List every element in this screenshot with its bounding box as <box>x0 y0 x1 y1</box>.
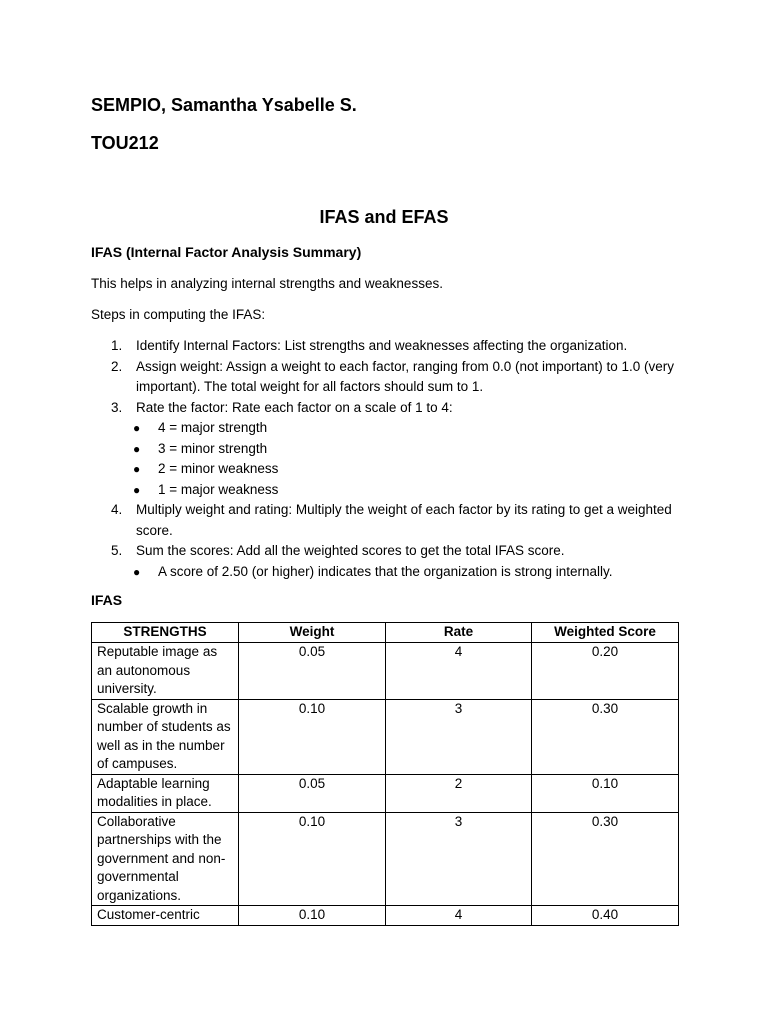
ifas-table <box>91 622 679 926</box>
column-header-weighted-score: Weighted Score <box>532 623 679 643</box>
table-row <box>92 812 679 906</box>
score-cell: 0.40 <box>532 906 679 926</box>
rate-cell: 4 <box>386 643 532 700</box>
bullet-icon: ● <box>133 564 141 579</box>
rating-text: 2 = minor weakness <box>158 461 279 476</box>
step-text: Multiply weight and rating: Multiply the weight of each factor by its rating to get a weighted score. <box>136 502 672 538</box>
author-name: SEMPIO, Samantha Ysabelle S. <box>91 95 357 115</box>
step-item <box>91 336 681 357</box>
ifas-table-label: IFAS <box>91 592 123 608</box>
score-note: A score of 2.50 (or higher) indicates that the organization is strong internally. <box>158 563 613 579</box>
column-header-weight: Weight <box>239 623 386 643</box>
rating-text: 1 = major weakness <box>158 481 279 497</box>
document-title: IFAS and EFAS <box>319 207 449 227</box>
score-cell: 0.10 <box>532 774 679 812</box>
rating-item <box>91 459 681 480</box>
step-number: 3. <box>111 399 123 415</box>
course-code: TOU212 <box>91 133 159 153</box>
rating-item <box>91 418 681 439</box>
rating-item <box>91 439 681 460</box>
step-item <box>91 500 681 541</box>
step-text: Identify Internal Factors: List strengths and weaknesses affecting the organization. <box>136 338 628 353</box>
rate-cell: 3 <box>386 699 532 774</box>
step-number: 1. <box>111 338 123 353</box>
steps-list <box>91 336 681 582</box>
table-row <box>92 643 679 700</box>
rating-text: 4 = major strength <box>158 420 268 435</box>
intro-paragraph: This helps in analyzing internal strengths and weaknesses. <box>91 276 443 291</box>
rate-cell: 3 <box>386 812 532 906</box>
factor-cell: Customer-centric <box>92 906 239 926</box>
weight-cell: 0.05 <box>239 774 386 812</box>
factor-cell: Reputable image as an autonomous university. <box>92 643 239 700</box>
bullet-icon: ● <box>133 441 141 456</box>
rating-item <box>91 480 681 501</box>
table-header-row <box>92 623 679 643</box>
factor-cell: Scalable growth in number of students as well as in the number of campuses. <box>92 699 239 774</box>
bullet-icon: ● <box>133 462 141 476</box>
column-header-rate: Rate <box>386 623 532 643</box>
table-row <box>92 906 679 926</box>
factor-cell: Collaborative partnerships with the government and non-governmental organizations. <box>92 812 239 906</box>
factor-cell: Adaptable learning modalities in place. <box>92 774 239 812</box>
step-item <box>91 541 681 562</box>
score-cell: 0.20 <box>532 643 679 700</box>
step-number: 5. <box>111 543 123 558</box>
table-row <box>92 699 679 774</box>
score-cell: 0.30 <box>532 699 679 774</box>
step-text: Sum the scores: Add all the weighted scores to get the total IFAS score. <box>136 543 565 558</box>
table-row <box>92 774 679 812</box>
step-text: Rate the factor: Rate each factor on a scale of 1 to 4: <box>136 399 453 415</box>
score-note-item <box>91 562 681 583</box>
bullet-icon: ● <box>133 482 141 497</box>
section-heading: IFAS (Internal Factor Analysis Summary) <box>91 244 362 260</box>
step-number: 2. <box>111 358 123 374</box>
rating-text: 3 = minor strength <box>158 440 268 456</box>
weight-cell: 0.10 <box>239 699 386 774</box>
step-item <box>91 357 681 398</box>
step-number: 4. <box>111 502 123 517</box>
rate-cell: 4 <box>386 906 532 926</box>
rate-cell: 2 <box>386 774 532 812</box>
steps-intro: Steps in computing the IFAS: <box>91 307 266 322</box>
step-text: Assign weight: Assign a weight to each factor, ranging from 0.0 (not important) to 1.0 (very important). The total weight for all factors should sum to 1. <box>136 358 675 394</box>
weight-cell: 0.05 <box>239 643 386 700</box>
weight-cell: 0.10 <box>239 906 386 926</box>
column-header-strengths: STRENGTHS <box>92 623 239 643</box>
score-cell: 0.30 <box>532 812 679 906</box>
step-item <box>91 398 681 419</box>
weight-cell: 0.10 <box>239 812 386 906</box>
bullet-icon: ● <box>133 421 141 435</box>
